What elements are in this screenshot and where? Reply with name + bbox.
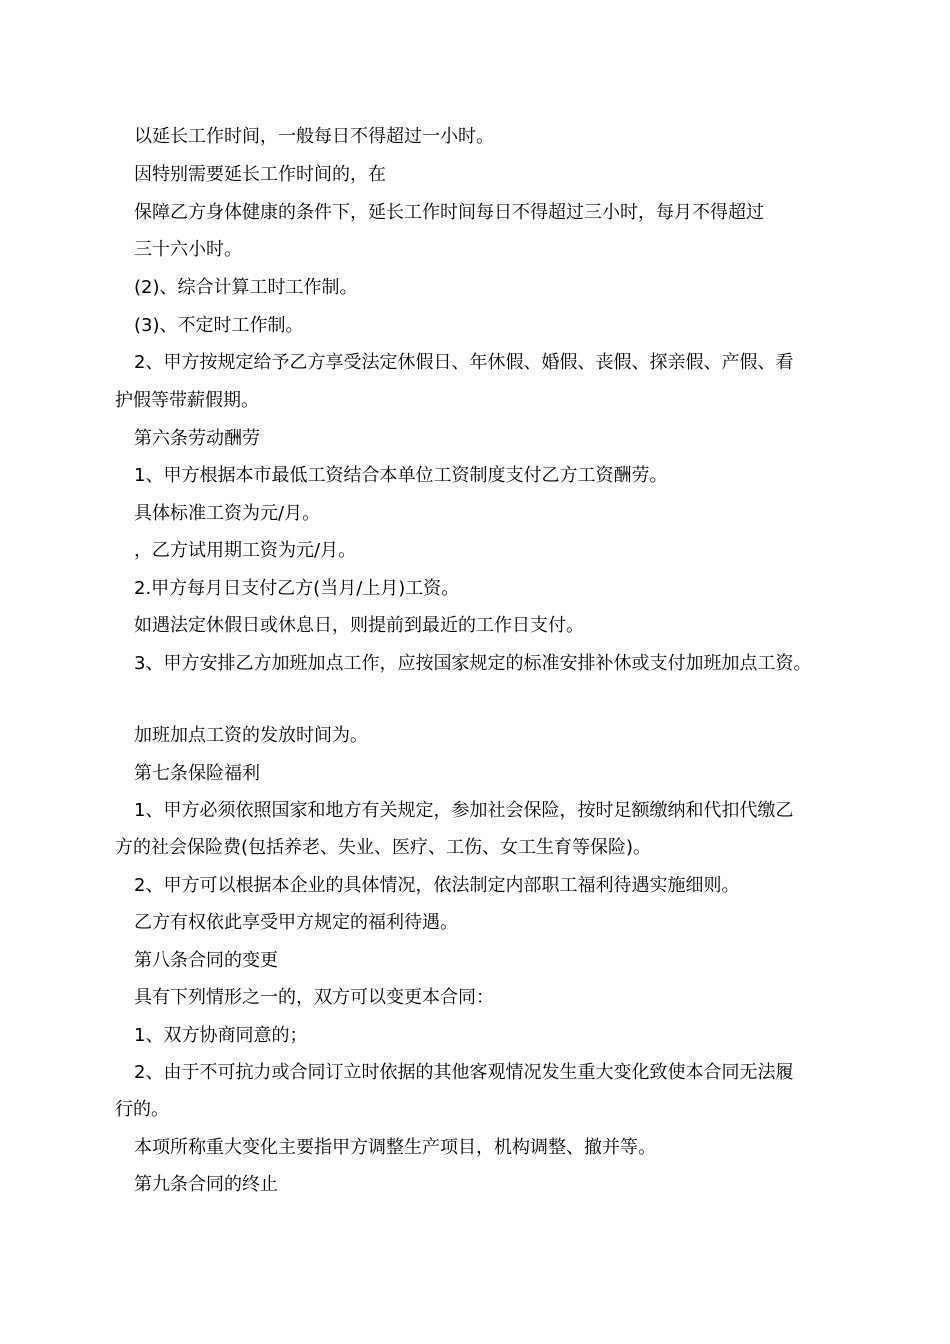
text-line: 2、甲方可以根据本企业的具体情况，依法制定内部职工福利待遇实施细则。 — [134, 875, 740, 896]
text-line: 如遇法定休假日或休息日，则提前到最近的工作日支付。 — [134, 615, 584, 636]
text-line: 加班加点工资的发放时间为。 — [134, 725, 368, 746]
text-line: 三十六小时。 — [134, 239, 242, 260]
text-line: 1、甲方必须依照国家和地方有关规定，参加社会保险，按时足额缴纳和代扣代缴乙 — [134, 800, 794, 821]
text-line: 方的社会保险费(包括养老、失业、医疗、工伤、女工生育等保险)。 — [115, 837, 652, 858]
text-line: 具体标准工资为元/月。 — [134, 503, 321, 524]
text-line: 护假等带薪假期。 — [115, 390, 259, 411]
section-heading: 第八条合同的变更 — [134, 950, 278, 971]
section-heading: 第六条劳动酬劳 — [134, 428, 260, 449]
text-line: 因特别需要延长工作时间的，在 — [134, 164, 386, 185]
text-line: 行的。 — [115, 1099, 169, 1120]
text-line: (3)、不定时工作制。 — [134, 315, 304, 336]
text-line: 2.甲方每月日支付乙方(当月/上月)工资。 — [134, 578, 460, 599]
text-line: 具有下列情形之一的，双方可以变更本合同： — [134, 987, 494, 1008]
text-line: 2、由于不可抗力或合同订立时依据的其他客观情况发生重大变化致使本合同无法履 — [134, 1062, 794, 1083]
text-line: ，乙方试用期工资为元/月。 — [134, 540, 357, 561]
text-line: 2、甲方按规定给予乙方享受法定休假日、年休假、婚假、丧假、探亲假、产假、看 — [134, 352, 794, 373]
text-line: 以延长工作时间，一般每日不得超过一小时。 — [134, 126, 494, 147]
text-line: 本项所称重大变化主要指甲方调整生产项目，机构调整、撤并等。 — [134, 1137, 656, 1158]
text-line: 保障乙方身体健康的条件下，延长工作时间每日不得超过三小时，每月不得超过 — [134, 202, 764, 223]
text-line: 1、双方协商同意的； — [134, 1025, 308, 1046]
text-line: 1、甲方根据本市最低工资结合本单位工资制度支付乙方工资酬劳。 — [134, 465, 668, 486]
text-line: 3、甲方安排乙方加班加点工作，应按国家规定的标准安排补休或支付加班加点工资。 — [134, 653, 812, 674]
text-line: (2)、综合计算工时工作制。 — [134, 277, 358, 298]
section-heading: 第七条保险福利 — [134, 763, 260, 784]
section-heading: 第九条合同的终止 — [134, 1174, 278, 1195]
text-line: 乙方有权依此享受甲方规定的福利待遇。 — [134, 912, 458, 933]
